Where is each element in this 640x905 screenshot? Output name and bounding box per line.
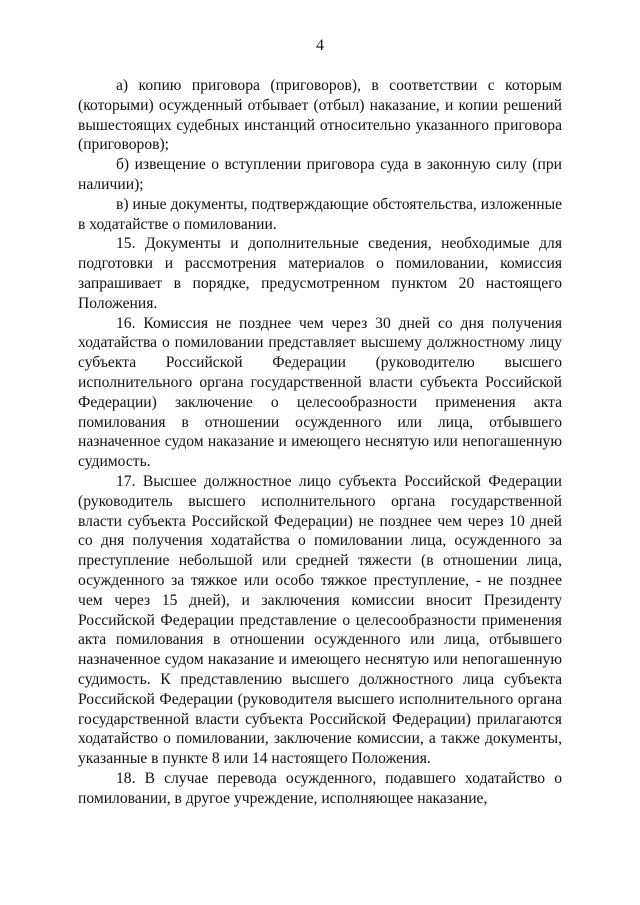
- paragraph-item-a: а) копию приговора (приговоров), в соответствии с которым (которыми) осужденный отбывает (отбыл) наказание, и копии решений вышестоящих судебных инстанций относительно указанного приговора (приговоров);: [78, 77, 562, 154]
- paragraph-16: 16. Комиссия не позднее чем через 30 дней со дня получения ходатайства о помиловании представляет высшему должностному лицу субъекта Российской Федерации (руководителю высшего исполнительного органа государственной власти субъекта Российской Федерации) заключение о целесообразности применения акта помилования в отношении осужденного или лица, отбывшего назначенное судом наказание и имеющего неснятую или непогашенную судимость.: [78, 314, 562, 471]
- page-number: 4: [316, 37, 324, 54]
- paragraph-18: 18. В случае перевода осужденного, подавшего ходатайство о помиловании, в другое учреждение, исполняющее наказание,: [78, 769, 562, 807]
- paragraph-item-c: в) иные документы, подтверждающие обстоятельства, изложенные в ходатайстве о помиловании.: [78, 195, 562, 233]
- document-body: [78, 76, 562, 808]
- paragraph-15: 15. Документы и дополнительные сведения, необходимые для подготовки и рассмотрения материалов о помиловании, комиссия запрашивает в порядке, предусмотренном пунктом 20 настоящего Положения.: [78, 235, 562, 312]
- paragraph-item-b: б) извещение о вступлении приговора суда в законную силу (при наличии);: [78, 156, 562, 193]
- paragraph-17: 17. Высшее должностное лицо субъекта Российской Федерации (руководитель высшего исполнительного органа государственной власти субъекта Российской Федерации) не позднее чем через 10 дней со дня получения ходатайства о помиловании лица, осужденного за преступление небольшой или средней тяжести (в отношении лица, осужденного за тяжкое или особо тяжкое преступление, - не позднее чем через 15 дней), и заключения комиссии вносит Президенту Российской Федерации представление о целесообразности применения акта помилования в отношении осужденного или лица, отбывшего назначенное судом наказание и имеющего неснятую или непогашенную судимость. К представлению высшего должностного лица субъекта Российской Федерации (руководителя высшего исполнительного органа государственной власти субъекта Российской Федерации) прилагаются ходатайство о помиловании, заключение комиссии, а также документы, указанные в пункте 8 или 14 настоящего Положения.: [78, 472, 562, 768]
